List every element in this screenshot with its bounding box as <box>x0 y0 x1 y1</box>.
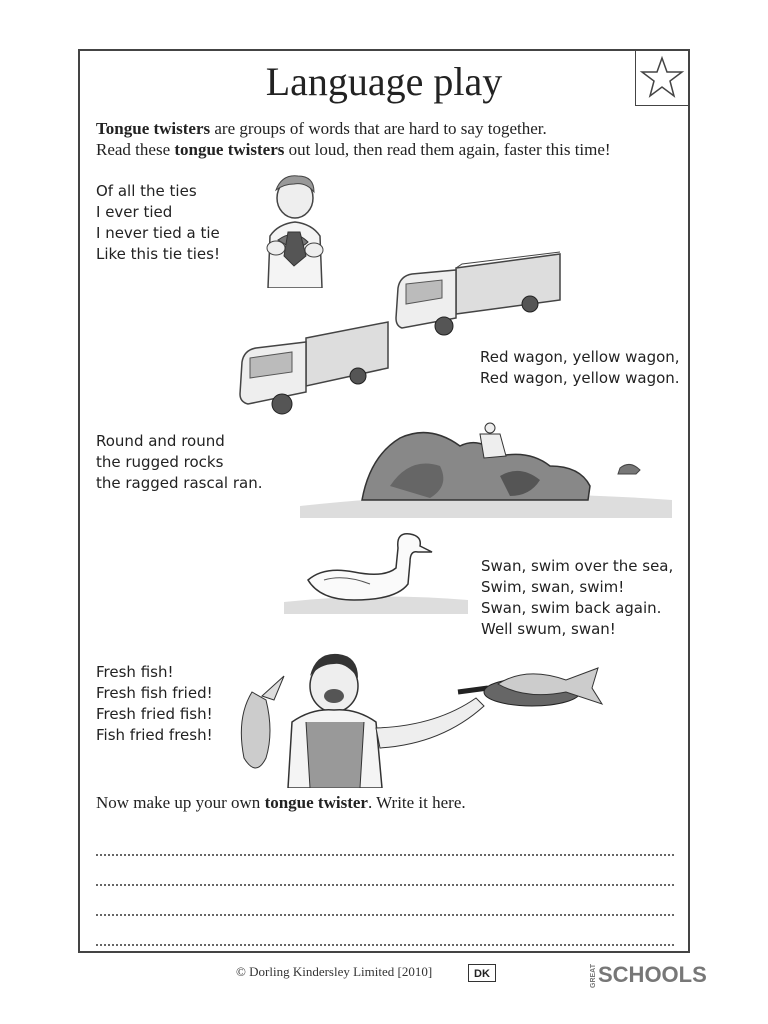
poem-line: Fish fried fresh! <box>96 726 213 744</box>
fish-fry-illustration <box>226 648 620 788</box>
intro-line2-rest: out loud, then read them again, faster this time! <box>284 140 611 159</box>
intro-text <box>96 118 611 160</box>
poem-fish <box>96 662 213 746</box>
wagon-illustration-2 <box>236 316 392 420</box>
intro-bold-2: tongue twisters <box>174 140 285 159</box>
poem-line: Swim, swan, swim! <box>481 578 625 596</box>
intro-bold-1: Tongue twisters <box>96 119 211 138</box>
writing-line[interactable] <box>96 916 674 946</box>
brand-schools: SCHOOLS <box>598 962 707 987</box>
poem-line: Like this tie ties! <box>96 245 220 263</box>
writing-line[interactable] <box>96 826 674 856</box>
prompt-bold: tongue twister <box>264 793 368 812</box>
poem-rocks <box>96 431 263 494</box>
intro-line1-rest: are groups of words that are hard to say together. <box>210 119 547 138</box>
poem-ties <box>96 181 220 265</box>
poem-line: the rugged rocks <box>96 453 224 471</box>
boy-with-tie-illustration <box>248 170 343 288</box>
poem-line: Swan, swim back again. <box>481 599 662 617</box>
copyright-text: © Dorling Kindersley Limited [2010] <box>236 964 433 979</box>
poem-line: Of all the ties <box>96 182 197 200</box>
poem-line: Round and round <box>96 432 225 450</box>
poem-line: Fresh fish! <box>96 663 174 681</box>
wagon-illustration-1 <box>392 248 564 344</box>
poem-line: the ragged rascal ran. <box>96 474 263 492</box>
poem-line: Swan, swim over the sea, <box>481 557 674 575</box>
poem-line: Fresh fried fish! <box>96 705 213 723</box>
page-title: Language play <box>265 59 503 104</box>
rocks-illustration <box>300 416 672 518</box>
prompt-end: . Write it here. <box>367 793 466 812</box>
poem-line: Fresh fish fried! <box>96 684 213 702</box>
poem-line: Red wagon, yellow wagon, <box>480 348 680 366</box>
poem-swan <box>481 556 673 640</box>
intro-line2-start: Read these <box>96 140 175 159</box>
poem-line: I ever tied <box>96 203 173 221</box>
poem-line: Well swum, swan! <box>481 620 616 638</box>
writing-line[interactable] <box>96 856 674 886</box>
dk-logo: DK <box>468 964 496 982</box>
writing-prompt <box>96 793 466 813</box>
poem-line: I never tied a tie <box>96 224 220 242</box>
poem-wagons <box>480 347 680 389</box>
greatschools-logo <box>590 962 707 988</box>
brand-great: GREAT <box>590 964 597 989</box>
prompt-start: Now make up your own <box>96 793 265 812</box>
swan-illustration <box>284 528 468 614</box>
writing-lines <box>96 826 674 946</box>
writing-line[interactable] <box>96 886 674 916</box>
poem-line: Red wagon, yellow wagon. <box>480 369 680 387</box>
